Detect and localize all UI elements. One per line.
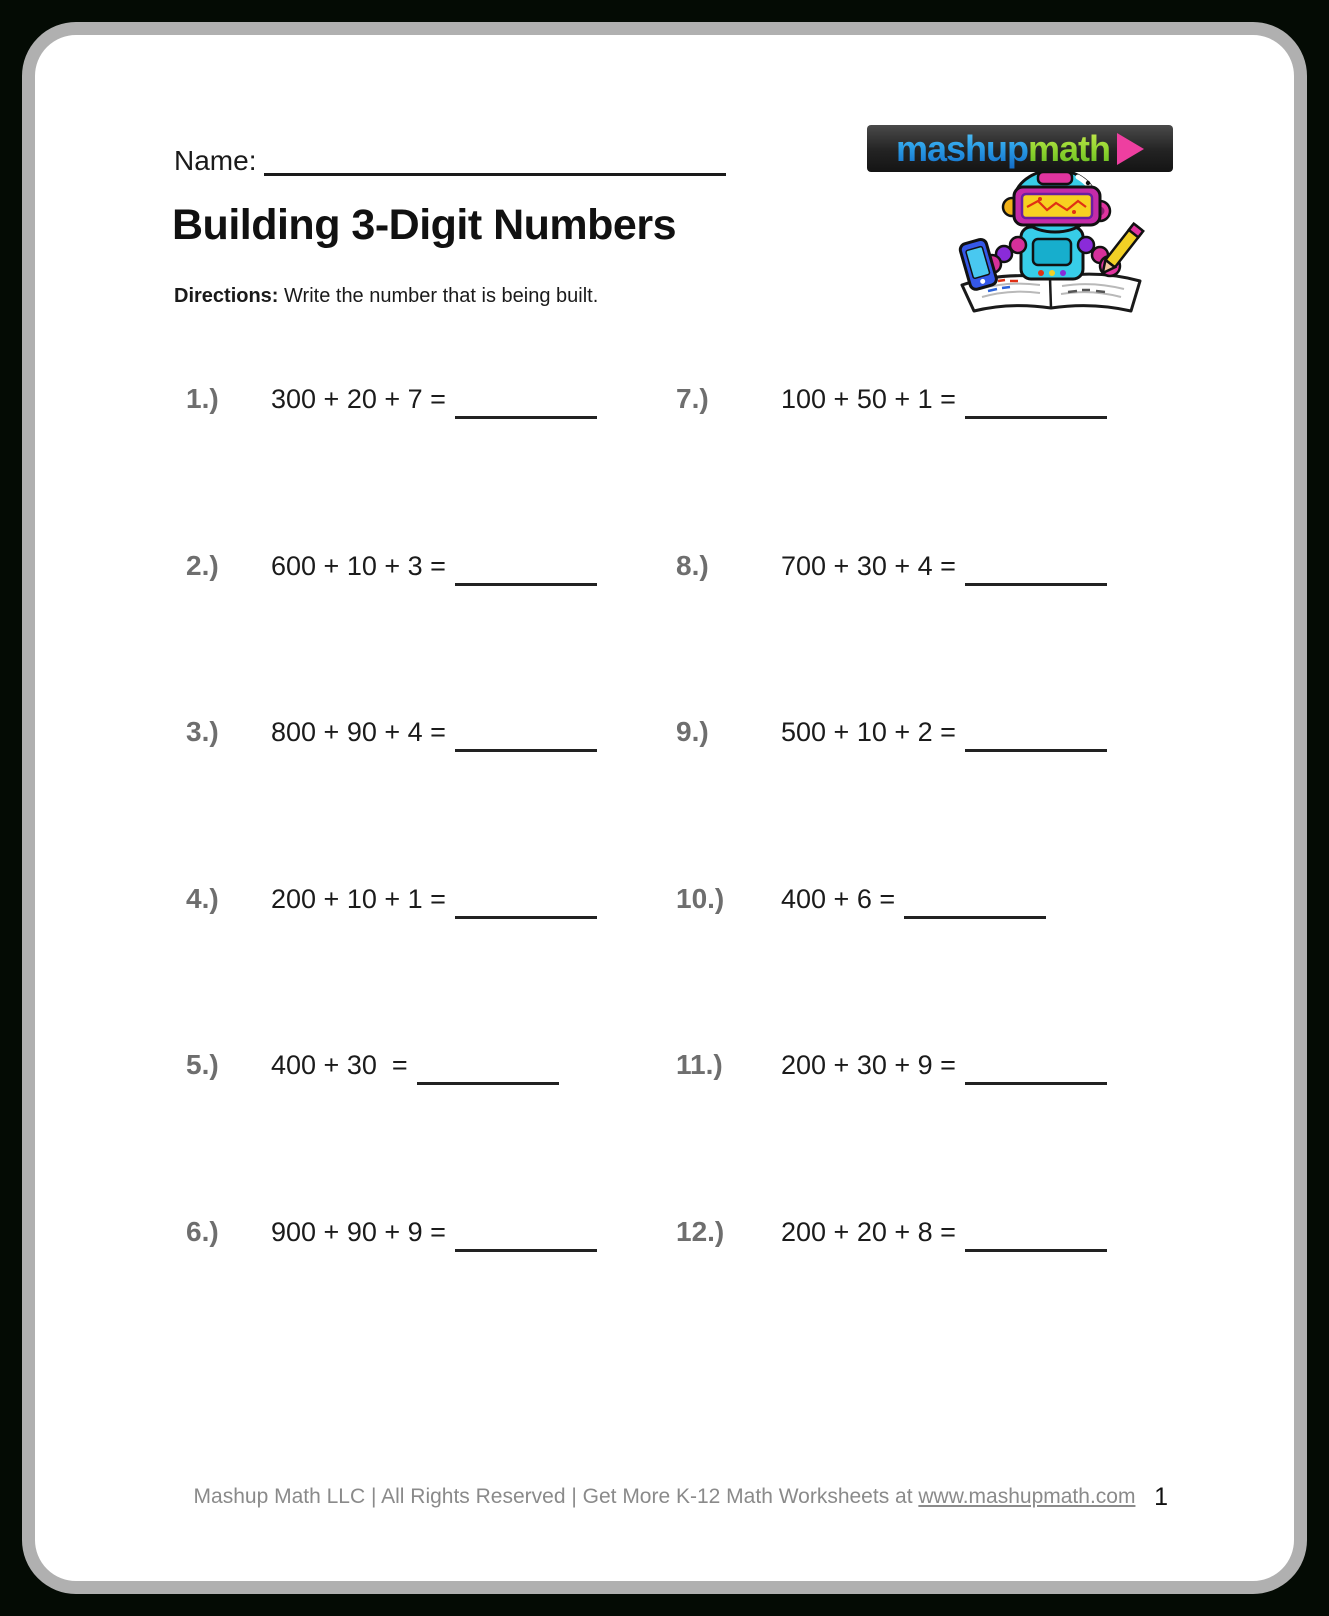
page-number: 1 <box>1154 1483 1168 1511</box>
name-input-line[interactable] <box>264 145 726 176</box>
problem-row <box>186 883 676 919</box>
problem-number: 8.) <box>676 549 709 581</box>
problem-number: 4.) <box>186 882 219 914</box>
problem-expression: 200 + 10 + 1 = <box>271 883 446 914</box>
answer-blank[interactable] <box>965 1245 1107 1252</box>
problem-expression: 400 + 30 = <box>271 1050 408 1081</box>
problem-row <box>186 383 676 419</box>
worksheet-page <box>22 22 1307 1594</box>
problem-expression: 500 + 10 + 2 = <box>781 717 956 748</box>
problem-number: 5.) <box>186 1049 219 1081</box>
footer-link[interactable]: www.mashupmath.com <box>918 1485 1136 1508</box>
problem-number: 9.) <box>676 716 709 748</box>
answer-blank[interactable] <box>455 912 597 919</box>
problem-expression: 100 + 50 + 1 = <box>781 384 956 414</box>
problem-row <box>186 550 676 586</box>
problem-number: 3.) <box>186 716 219 748</box>
answer-blank[interactable] <box>417 1078 559 1085</box>
problem-number: 10.) <box>676 882 725 914</box>
answer-blank[interactable] <box>455 745 597 752</box>
directions-text: Write the number that is being built. <box>278 285 599 307</box>
problem-number: 7.) <box>676 383 709 414</box>
robot-illustration <box>928 165 1176 323</box>
problem-number: 11.) <box>676 1049 723 1081</box>
problem-expression: 200 + 30 + 9 = <box>781 1050 956 1081</box>
problem-row <box>186 1049 676 1085</box>
problem-number: 6.) <box>186 1215 219 1247</box>
answer-blank[interactable] <box>904 912 1046 919</box>
mashupmath-logo <box>867 125 1173 172</box>
problem-expression: 300 + 20 + 7 = <box>271 384 446 414</box>
problem-row <box>676 1216 1206 1252</box>
directions-label: Directions: <box>174 285 279 307</box>
footer <box>35 1485 1294 1509</box>
play-icon <box>1117 133 1144 165</box>
problem-row <box>676 383 1206 419</box>
name-label: Name: <box>174 145 257 176</box>
answer-blank[interactable] <box>965 1078 1107 1085</box>
problem-row <box>676 1049 1206 1085</box>
problem-number: 1.) <box>186 383 219 414</box>
page-title: Building 3-Digit Numbers <box>172 201 676 249</box>
problem-row <box>676 550 1206 586</box>
logo-text-math: math <box>1028 127 1111 169</box>
answer-blank[interactable] <box>455 579 597 586</box>
problems-grid <box>186 383 1206 1383</box>
problem-expression: 200 + 20 + 8 = <box>781 1216 956 1247</box>
problem-row <box>676 716 1206 752</box>
answer-blank[interactable] <box>965 579 1107 586</box>
problem-row <box>676 883 1206 919</box>
name-row <box>174 139 726 177</box>
problem-expression: 700 + 30 + 4 = <box>781 550 956 581</box>
footer-text: Mashup Math LLC | All Rights Reserved | Get More K-12 Math Worksheets at <box>193 1485 919 1508</box>
problem-number: 2.) <box>186 549 219 581</box>
problem-expression: 900 + 90 + 9 = <box>271 1216 446 1247</box>
logo-text-mashup: mashup <box>895 127 1028 169</box>
directions <box>174 285 598 308</box>
answer-blank[interactable] <box>965 412 1107 419</box>
problem-expression: 800 + 90 + 4 = <box>271 717 446 748</box>
problem-expression: 400 + 6 = <box>781 883 896 914</box>
answer-blank[interactable] <box>455 1245 597 1252</box>
answer-blank[interactable] <box>965 745 1107 752</box>
answer-blank[interactable] <box>455 412 597 419</box>
problem-row <box>186 1216 676 1252</box>
problem-row <box>186 716 676 752</box>
problem-expression: 600 + 10 + 3 = <box>271 550 446 581</box>
problem-number: 12.) <box>676 1215 725 1247</box>
